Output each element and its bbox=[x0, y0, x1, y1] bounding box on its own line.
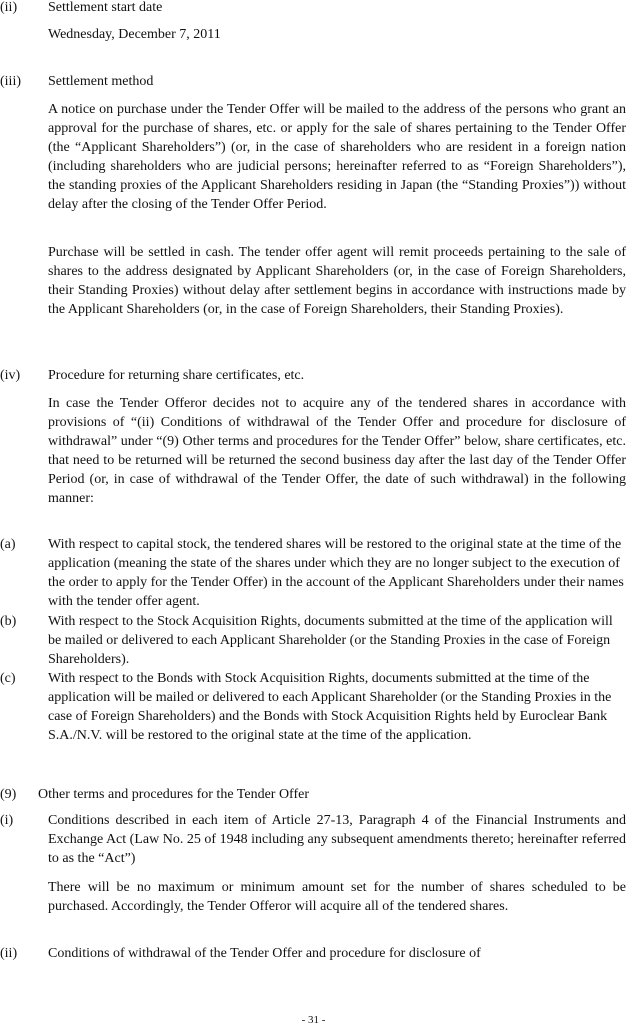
subitem-text: With respect to the Stock Acquisition Rights, documents submitted at the time of the application will be mailed or delivered to each Applicant Shareholder (or the Standing Proxies in the case of Foreign Shareholders). bbox=[48, 614, 613, 667]
subitem-label: (c) bbox=[0, 671, 16, 686]
item-label: (iv) bbox=[0, 368, 21, 383]
section-heading: Other terms and procedures for the Tender Offer bbox=[38, 787, 310, 802]
paragraph: There will be no maximum or minimum amount set for the number of shares scheduled to be purchased. Accordingly, the Tender Offeror will acquire all of the tendered shares. bbox=[48, 880, 626, 914]
subitem-label: (a) bbox=[0, 537, 16, 552]
subitem-text: With respect to capital stock, the tendered shares will be restored to the original state at the time of the application (meaning the state of the shares under which they are no longer subject to the execution of the order to apply for the Tender Offer) in the account of the Applicant Shareholders under their names with the tender offer agent. bbox=[48, 537, 624, 609]
item-heading: Conditions of withdrawal of the Tender Offer and procedure for disclosure of bbox=[48, 946, 481, 961]
paragraph: In case the Tender Offeror decides not to acquire any of the tendered shares in accordance with provisions of “(ii) Conditions of withdrawal of the Tender Offer and procedure for disclosure of withdrawal” under “(9) Other terms and procedures for the Tender Offer” below, share certificates, etc. that need to be returned will be returned the second business day after the last day of the Tender Offer Period (or, in case of withdrawal of the Tender Offer, the date of such withdrawal) in the following manner: bbox=[48, 396, 626, 506]
item-label: (i) bbox=[0, 813, 14, 828]
item-heading: Procedure for returning share certificates, etc. bbox=[48, 368, 305, 383]
item-heading: Settlement start date bbox=[48, 0, 163, 15]
item-heading: Conditions described in each item of Article 27-13, Paragraph 4 of the Financial Instruments and Exchange Act (Law No. 25 of 1948 including any subsequent amendments thereto; hereinafter referred to as the “Act”) bbox=[48, 813, 626, 866]
item-label: (iii) bbox=[0, 74, 21, 89]
paragraph: Purchase will be settled in cash. The tender offer agent will remit proceeds pertaining to the sale of shares to the address designated by Applicant Shareholders (or, in the case of Foreign Shareholders, their Standing Proxies) without delay after settlement begins in accordance with instructions made by the Applicant Shareholders (or, in the case of Foreign Shareholders, their Standing Proxies). bbox=[48, 245, 626, 317]
item-label: (ii) bbox=[0, 0, 18, 15]
page-number: - 31 - bbox=[301, 1014, 326, 1026]
section-label: (9) bbox=[0, 787, 17, 802]
settlement-date: Wednesday, December 7, 2011 bbox=[48, 27, 221, 42]
item-label: (ii) bbox=[0, 946, 18, 961]
paragraph: A notice on purchase under the Tender Offer will be mailed to the address of the persons who grant an approval for the purchase of shares, etc. or apply for the sale of shares pertaining to the Tender Offer (the “Applicant Shareholders”) (or, in the case of shareholders who are resident in a foreign nation (including shareholders who are judicial persons; hereinafter referred to as “Foreign Shareholders”), the standing proxies of the Applicant Shareholders residing in Japan (the “Standing Proxies”)) without delay after the closing of the Tender Offer Period. bbox=[48, 102, 626, 212]
subitem-text: With respect to the Bonds with Stock Acquisition Rights, documents submitted at the time of the application will be mailed or delivered to each Applicant Shareholder (or the Standing Proxies in the case of Foreign Shareholders) and the Bonds with Stock Acquisition Rights held by Euroclear Bank S.A./N.V. will be restored to the original state at the time of the application. bbox=[48, 671, 612, 743]
subitem-label: (b) bbox=[0, 614, 17, 629]
item-heading: Settlement method bbox=[48, 74, 154, 89]
